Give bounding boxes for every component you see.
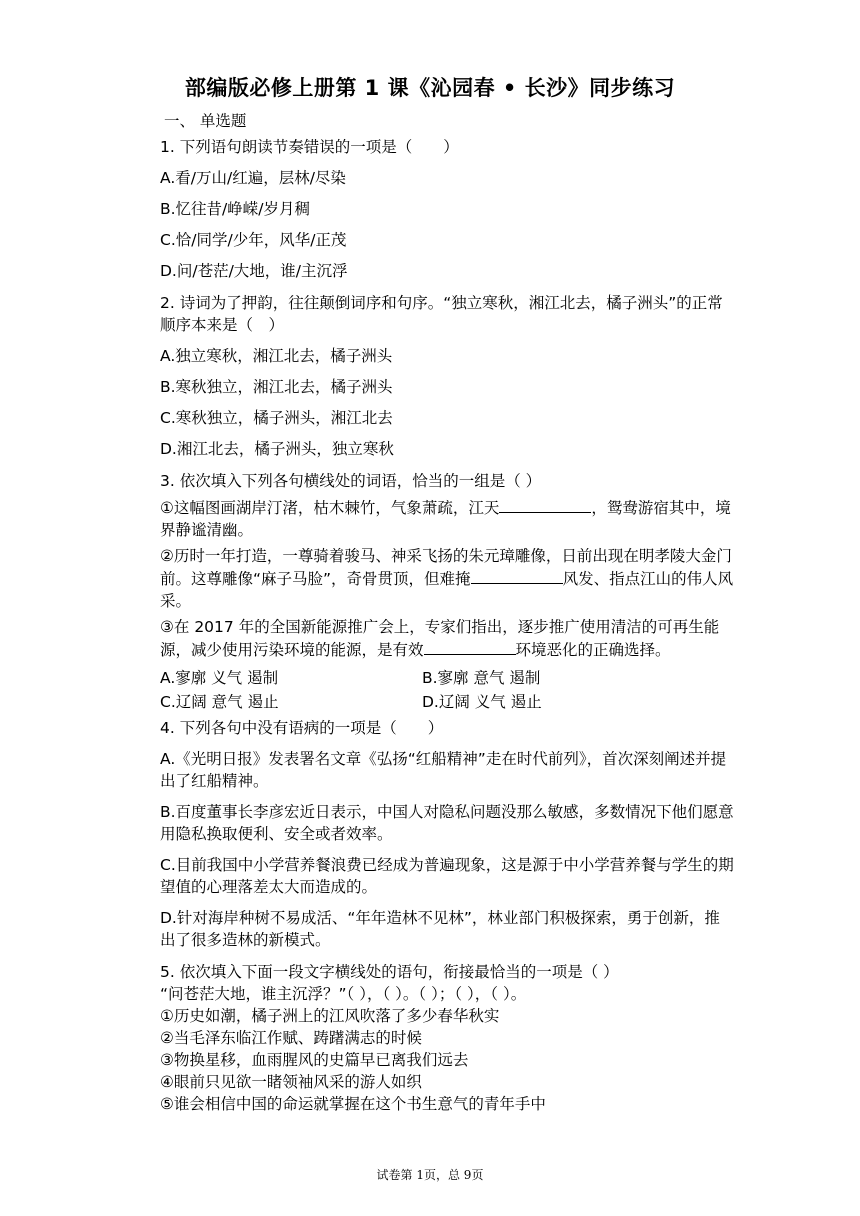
option-c: C.寒秋独立，橘子洲头，湘江北去 xyxy=(160,409,393,427)
option-b: B.百度董事长李彦宏近日表示，中国人对隐私问题没那么敏感，多数情况下他们愿意用隐私换取便利、安全或者效率。 xyxy=(160,803,734,843)
option-d: D.针对海岸种树不易成活、“年年造林不见林”，林业部门积极探索，勇于创新，推出了很多造林的新模式。 xyxy=(160,909,720,949)
blank-line[interactable] xyxy=(471,567,563,584)
sentence-1-start: ①这幅图画湖岸汀渚，枯木棘竹，气象萧疏，江天 xyxy=(160,499,500,517)
page-footer: 试卷第 1页，总 9页 xyxy=(376,1168,484,1182)
sentence-2-end: 风发、指点江山的伟人风采。 xyxy=(160,570,734,610)
question-4 xyxy=(160,717,735,951)
question-stem: 1. 下列语句朗读节奏错误的一项是（ ） xyxy=(160,138,459,156)
sentence-2-start: ②历时一年打造，一尊骑着骏马、神采飞扬的朱元璋雕像，日前出现在明孝陵大金门前。这尊雕像“麻子马脸”，奇骨贯顶，但难掩 xyxy=(160,547,732,588)
option-a: A.看/万山/红遍，层林/尽染 xyxy=(160,169,346,187)
question-stem: 5. 依次填入下面一段文字横线处的语句，衔接最恰当的一项是（ ） xyxy=(160,963,619,981)
list-item: ⑤谁会相信中国的命运就掌握在这个书生意气的青年手中 xyxy=(160,1095,546,1113)
option-d: D.问/苍茫/大地，谁/主沉浮 xyxy=(160,262,348,280)
question-3 xyxy=(160,470,735,713)
option-b: B.忆往昔/峥嵘/岁月稠 xyxy=(160,200,311,218)
question-2 xyxy=(160,292,735,460)
question-5 xyxy=(160,961,735,1115)
option-b: B.寥廓 意气 遏制 xyxy=(422,669,541,687)
option-d: D.辽阔 义气 遏止 xyxy=(422,693,542,711)
question-1 xyxy=(160,136,735,282)
sentence-2 xyxy=(160,545,735,612)
document-body xyxy=(160,110,735,1115)
options-grid xyxy=(160,667,735,713)
question-stem: 3. 依次填入下列各句横线处的词语，恰当的一组是（ ） xyxy=(160,472,542,490)
quote-line: “问苍茫大地，谁主沉浮？”（ ），（ ）。（ ）；（ ），（ ）。 xyxy=(160,985,527,1003)
sentence-3 xyxy=(160,616,735,661)
list-item: ③物换星移，血雨腥风的史篇早已离我们远去 xyxy=(160,1051,469,1069)
blank-line[interactable] xyxy=(424,638,516,655)
question-stem: 4. 下列各句中没有语病的一项是（ ） xyxy=(160,719,444,737)
option-c: C.恰/同学/少年，风华/正茂 xyxy=(160,231,347,249)
option-b: B.寒秋独立，湘江北去，橘子洲头 xyxy=(160,378,393,396)
sentence-1 xyxy=(160,496,735,541)
sentence-1-end: ，鸳鸯游宿其中，境界静谧清幽。 xyxy=(160,499,731,539)
option-c: C.辽阔 意气 遏止 xyxy=(160,693,279,711)
sentence-3-end: 环境恶化的正确选择。 xyxy=(515,641,671,659)
list-item: ①历史如潮，橘子洲上的江风吹落了多少春华秋实 xyxy=(160,1007,500,1025)
option-a: A.寥廓 义气 遏制 xyxy=(160,669,279,687)
question-stem: 2. 诗词为了押韵，往往颠倒词序和句序。“独立寒秋，湘江北去，橘子洲头”的正常顺序本来是（ ） xyxy=(160,294,723,334)
option-c: C.目前我国中小学营养餐浪费已经成为普遍现象，这是源于中小学营养餐与学生的期望值的心理落差太大而造成的。 xyxy=(160,856,734,896)
option-a: A.《光明日报》发表署名文章《弘扬“红船精神”走在时代前列》，首次深刻阐述并提出了红船精神。 xyxy=(160,750,727,790)
blank-line[interactable] xyxy=(499,496,591,513)
list-item: ④眼前只见欲一睹领袖风采的游人如织 xyxy=(160,1073,422,1091)
option-d: D.湘江北去，橘子洲头，独立寒秋 xyxy=(160,440,394,458)
section-heading: 一、 单选题 xyxy=(164,112,247,130)
option-a: A.独立寒秋，湘江北去，橘子洲头 xyxy=(160,347,393,365)
list-item: ②当毛泽东临江作赋、踌躇满志的时候 xyxy=(160,1029,422,1047)
document-title: 部编版必修上册第 1 课《沁园春 • 长沙》同步练习 xyxy=(184,76,676,100)
sentence-3-start: ③在 2017 年的全国新能源推广会上，专家们指出，逐步推广使用清洁的可再生能源，减少使用污染环境的能源，是有效 xyxy=(160,618,720,659)
